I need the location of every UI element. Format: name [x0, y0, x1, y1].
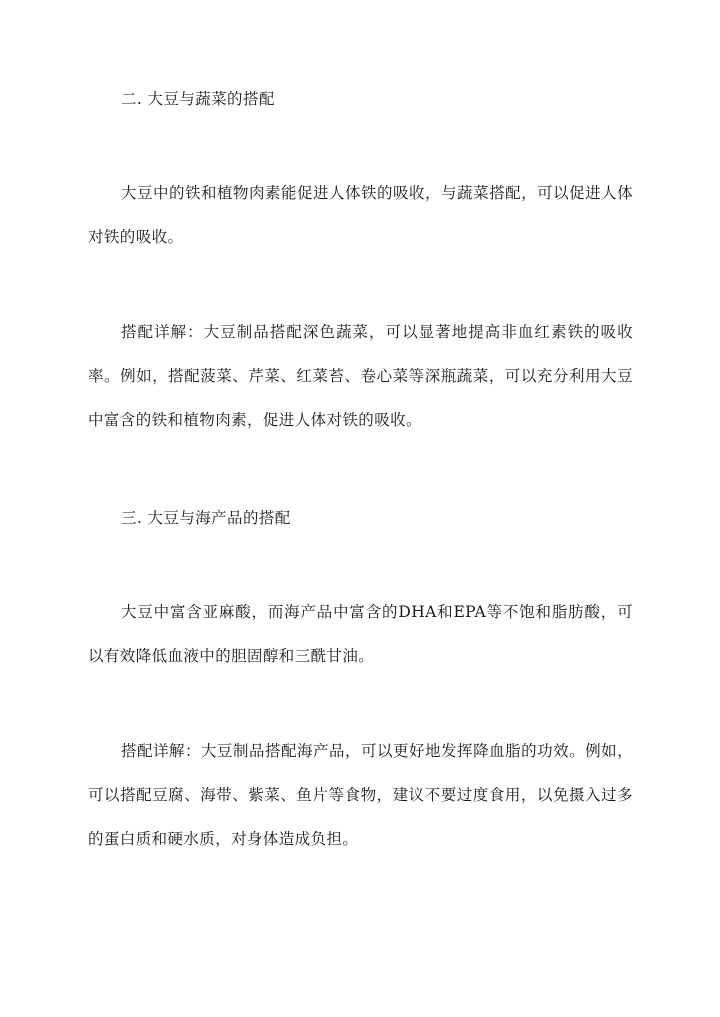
paragraph-vegetable-pairing-detail: 搭配详解：大豆制品搭配深色蔬菜，可以显著地提高非血红素铁的吸收率。例如，搭配菠菜、芹菜、红菜苔、卷心菜等深瓶蔬菜，可以充分利用大豆中富含的铁和植物肉素，促进人体对铁的吸收。 — [88, 323, 633, 429]
paragraph-linolenic-acid: 大豆中富含亚麻酸，而海产品中富含的DHA和EPA等不饱和脂肪酸，可以有效降低血液中的胆固醇和三酰甘油。 — [88, 603, 633, 665]
section-heading-seafood: 三. 大豆与海产品的搭配 — [121, 509, 291, 527]
paragraph-seafood-pairing-detail: 搭配详解：大豆制品搭配海产品，可以更好地发挥降血脂的功效。例如，可以搭配豆腐、海带、紫菜、鱼片等食物，建议不要过度食用，以免摄入过多的蛋白质和硬水质，对身体造成负担。 — [88, 742, 633, 848]
section-heading-vegetables: 二. 大豆与蔬菜的搭配 — [121, 90, 275, 108]
paragraph-iron-absorption: 大豆中的铁和植物肉素能促进人体铁的吸收，与蔬菜搭配，可以促进人体对铁的吸收。 — [88, 184, 633, 246]
